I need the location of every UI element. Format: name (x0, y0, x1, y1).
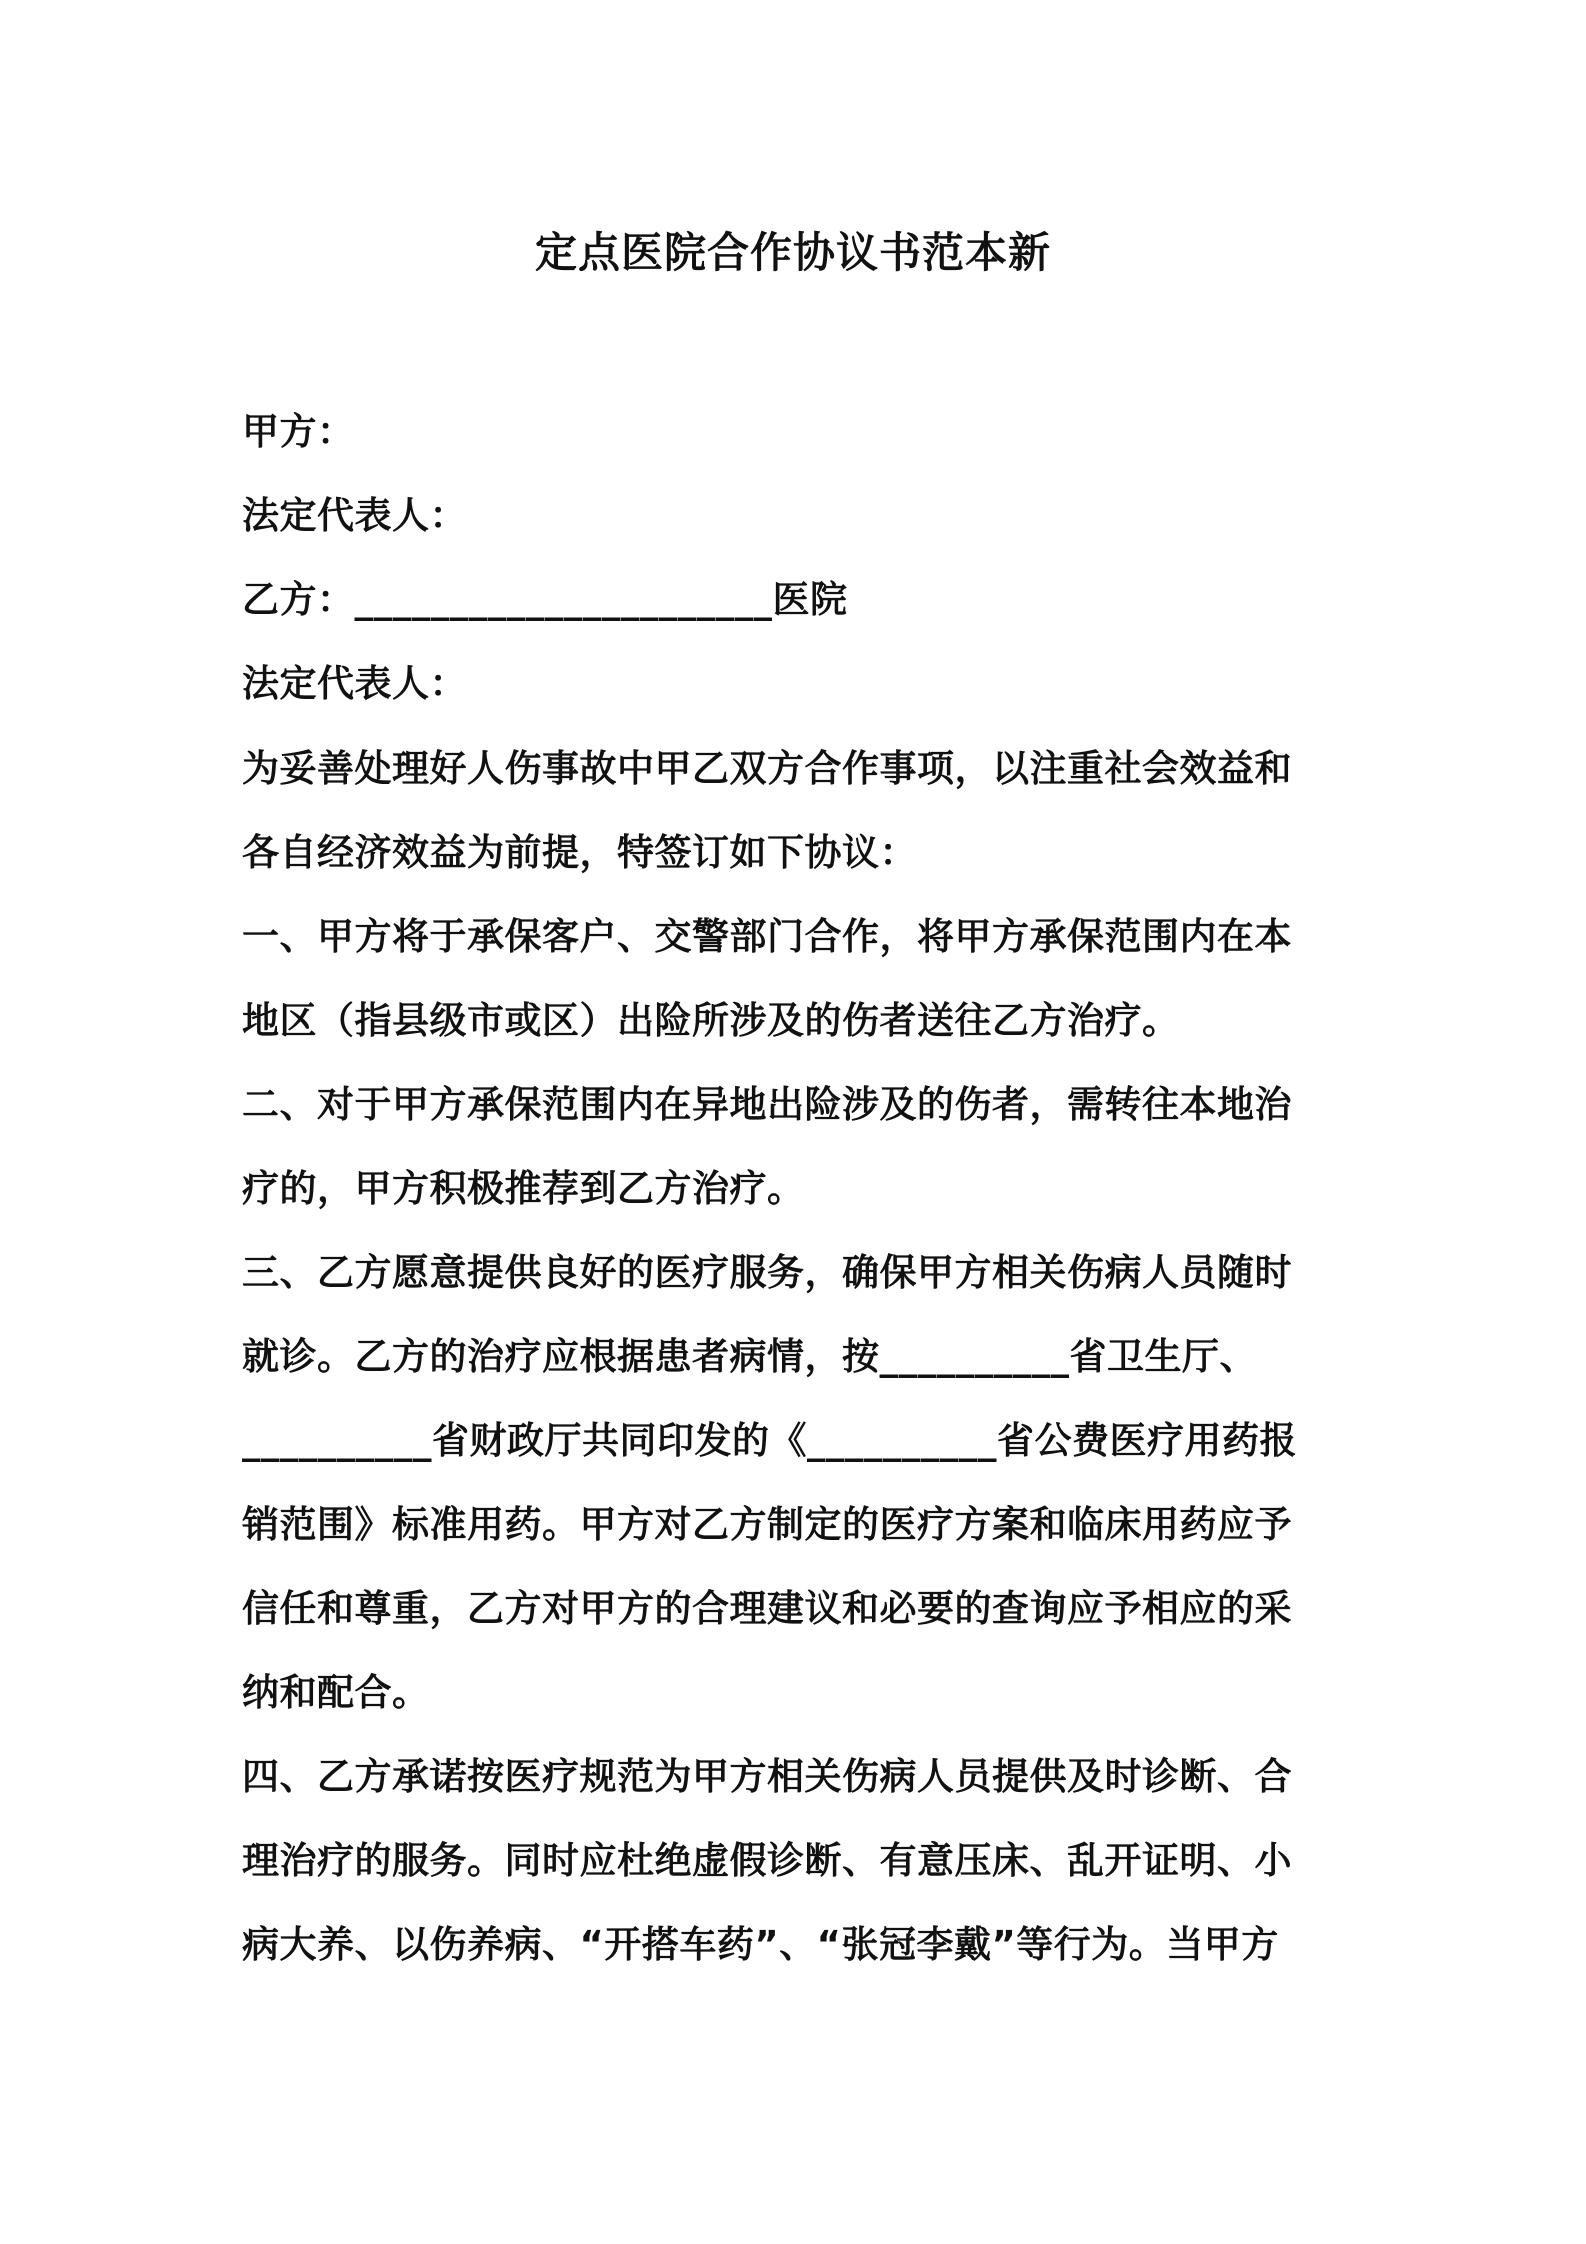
clause-three-line: 信任和尊重，乙方对甲方的合理建议和必要的查询应予相应的采 (242, 1587, 1292, 1630)
clause-three-line: 销范围》标准用药。甲方对乙方制定的医疗方案和临床用药应予 (242, 1503, 1292, 1546)
clause-two-line: 二、对于甲方承保范围内在异地出险涉及的伤者，需转往本地治 (242, 1083, 1292, 1126)
document-title: 定点医院合作协议书范本新 (534, 228, 1051, 277)
clause-four-line: 病大养、以伤养病、“开搭车药”、“张冠李戴”等行为。当甲方 (242, 1923, 1279, 1966)
clause-three-line: 三、乙方愿意提供良好的医疗服务，确保甲方相关伤病人员随时 (242, 1251, 1292, 1294)
clause-four-line: 理治疗的服务。同时应杜绝虚假诊断、有意压床、乱开证明、小 (242, 1839, 1292, 1882)
clause-three-line: 就诊。乙方的治疗应根据患者病情，按__________省卫生厅、 (242, 1335, 1257, 1378)
paragraph-line: 各自经济效益为前提，特签订如下协议： (242, 831, 917, 874)
party-b-line: 乙方：______________________医院 (242, 578, 848, 621)
party-b-representative-line: 法定代表人： (242, 662, 467, 705)
clause-four-line: 四、乙方承诺按医疗规范为甲方相关伤病人员提供及时诊断、合 (242, 1755, 1292, 1798)
clause-two-line: 疗的，甲方积极推荐到乙方治疗。 (242, 1167, 805, 1210)
party-a-line: 甲方： (242, 410, 355, 453)
party-a-representative-line: 法定代表人： (242, 494, 467, 537)
clause-one-line: 一、甲方将于承保客户、交警部门合作，将甲方承保范围内在本 (242, 915, 1292, 958)
clause-three-line: 纳和配合。 (242, 1671, 430, 1714)
clause-one-line: 地区（指县级市或区）出险所涉及的伤者送往乙方治疗。 (242, 999, 1180, 1042)
clause-three-line: __________省财政厅共同印发的《__________省公费医疗用药报 (242, 1419, 1297, 1462)
paragraph-line: 为妥善处理好人伤事故中甲乙双方合作事项，以注重社会效益和 (242, 747, 1292, 790)
